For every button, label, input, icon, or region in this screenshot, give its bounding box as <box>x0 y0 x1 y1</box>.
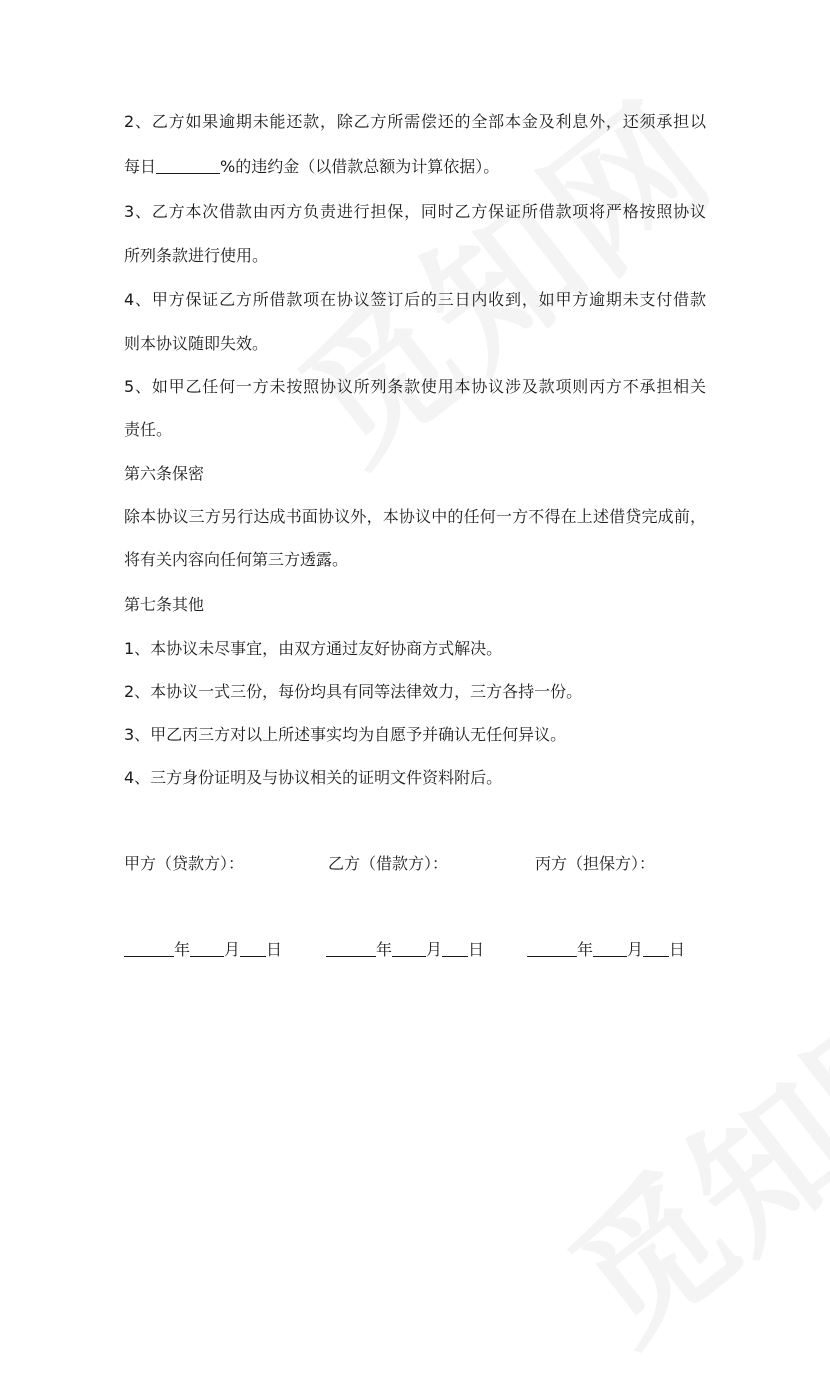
day-label: 日 <box>468 940 485 959</box>
watermark-text-bottom <box>520 933 830 1380</box>
clause-5-line-2: 责任。 <box>124 420 173 439</box>
month-label: 月 <box>627 940 644 959</box>
penalty-rate-blank <box>156 157 220 174</box>
article-7-item-1: 1、本协议未尽事宜，由双方通过友好协商方式解决。 <box>124 639 503 658</box>
clause-5-line-1: 5、如甲乙任何一方未按照协议所列条款使用本协议涉及款项则丙方不承担相关 <box>124 377 706 396</box>
article-7-item-3: 3、甲乙丙三方对以上所述事实均为自愿予并确认无任何异议。 <box>124 725 567 744</box>
year-label: 年 <box>376 940 393 959</box>
month-blank <box>593 940 627 957</box>
clause-3-line-1: 3、乙方本次借款由丙方负责进行担保，同时乙方保证所借款项将严格按照协议 <box>124 202 706 221</box>
party-b-date-line <box>326 939 484 961</box>
article-6-line-1: 除本协议三方另行达成书面协议外，本协议中的任何一方不得在上述借贷完成前， <box>124 507 706 526</box>
clause-2-prefix: 每日 <box>124 157 157 176</box>
party-c-signature-label: 丙方（担保方）： <box>535 854 656 873</box>
year-label: 年 <box>577 940 594 959</box>
party-b-signature-label: 乙方（借款方）： <box>328 854 449 873</box>
party-c-date-line <box>527 939 685 961</box>
clause-3-line-2: 所列条款进行使用。 <box>124 246 269 265</box>
clause-2-line-2 <box>124 156 499 178</box>
month-blank <box>190 940 224 957</box>
day-label: 日 <box>266 940 283 959</box>
article-6-title: 第六条保密 <box>124 464 205 483</box>
year-blank <box>326 940 376 957</box>
article-6-line-2: 将有关内容向任何第三方透露。 <box>124 550 349 569</box>
clause-2-suffix: %的违约金（以借款总额为计算依据）。 <box>220 157 500 176</box>
year-blank <box>527 940 577 957</box>
year-label: 年 <box>174 940 191 959</box>
day-blank <box>643 940 669 957</box>
clause-2-line-1: 2、乙方如果逾期未能还款，除乙方所需偿还的全部本金及利息外，还须承担以 <box>124 112 706 131</box>
clause-4-line-2: 则本协议随即失效。 <box>124 334 269 353</box>
day-blank <box>442 940 468 957</box>
day-blank <box>240 940 266 957</box>
party-a-signature-label: 甲方（贷款方）： <box>124 854 245 873</box>
month-label: 月 <box>224 940 241 959</box>
article-7-item-4: 4、三方身份证明及与协议相关的证明文件资料附后。 <box>124 768 503 787</box>
party-a-date-line <box>124 939 282 961</box>
month-blank <box>392 940 426 957</box>
article-7-item-2: 2、本协议一式三份，每份均具有同等法律效力，三方各持一份。 <box>124 682 583 701</box>
day-label: 日 <box>669 940 686 959</box>
clause-4-line-1: 4、甲方保证乙方所借款项在协议签订后的三日内收到，如甲方逾期未支付借款 <box>124 290 706 309</box>
month-label: 月 <box>426 940 443 959</box>
article-7-title: 第七条其他 <box>124 595 205 614</box>
year-blank <box>124 940 174 957</box>
